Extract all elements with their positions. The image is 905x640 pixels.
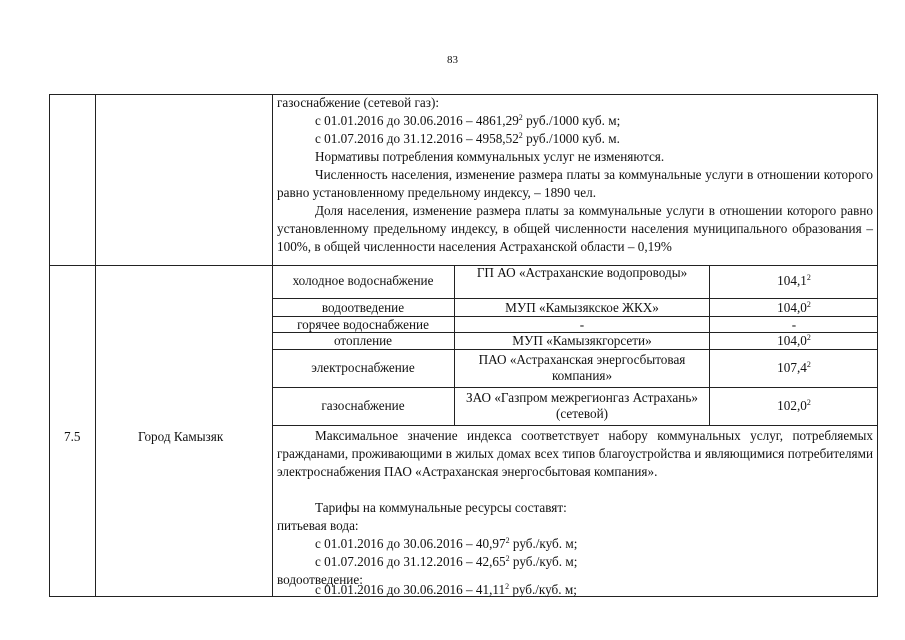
water-tariff-line-1: с 01.01.2016 до 30.06.2016 – 40,97$^2$ руб./куб. м; [315,536,578,551]
service-provider: - [579,317,585,332]
sewer-tariff-line-1: с 01.01.2016 до 30.06.2016 – 41,11$^2$ руб./куб. м; [315,582,577,597]
municipality-name: Город Камызяк [138,429,224,444]
service-index: 104,0$^2$ [777,300,811,315]
service-provider: ПАО «Астраханская энергосбытовая компания» [478,352,686,383]
svc-row-line [272,425,878,426]
norms-text: Нормативы потребления коммунальных услуг не изменяются. [315,149,665,164]
document-table [49,94,878,597]
sewer-heading: водоотведение: [277,572,363,587]
page-number: 83 [447,54,458,66]
service-index: 104,0$^2$ [777,333,811,348]
share-paragraph: Доля населения, изменение размера платы за коммунальные услуги в отношении которого равно установленному предельному индексу, в общей численности населения муниципального образования – 100%, в общей численности населения Астраханской области – 0,19% [277,203,873,254]
row-number: 7.5 [64,429,81,444]
gas-tariff-line-2: с 01.07.2016 до 31.12.2016 – 4958,52$^2$ руб./1000 куб. м. [315,131,620,146]
service-index: - [791,317,797,332]
service-name: водоотведение [321,300,405,315]
service-index: 107,4$^2$ [777,360,811,375]
service-name: электроснабжение [311,360,415,375]
svc-row-line [272,387,878,388]
gas-heading: газоснабжение (сетевой газ): [277,95,440,110]
service-index: 102,0$^2$ [777,398,811,413]
service-name: холодное водоснабжение [292,273,434,288]
svc-row-line [272,298,878,299]
service-provider: МУП «Камызякское ЖКХ» [505,300,659,315]
service-provider: ГП АО «Астраханские водопроводы» [476,265,688,280]
water-tariff-line-2: с 01.07.2016 до 31.12.2016 – 42,65$^2$ руб./куб. м; [315,554,578,569]
service-name: газоснабжение [321,398,405,413]
drinking-water-heading: питьевая вода: [277,518,359,533]
max-index-paragraph: Максимальное значение индекса соответствует набору коммунальных услуг, потребляемых гражданами, проживающими в жилых домах всех типов благоустройства и являющимися потребителями электроснабжения ПАО «Астраханская энергосбытовая компания». [277,428,873,479]
service-provider: ЗАО «Газпром межрегионгаз Астрахань» (сетевой) [466,390,698,421]
service-provider: МУП «Камызякгорсети» [512,333,652,348]
svc-divider-1 [454,265,455,426]
gas-tariff-line-1: с 01.01.2016 до 30.06.2016 – 4861,29$^2$ руб./1000 куб. м; [315,113,621,128]
service-name: отопление [333,333,393,348]
service-index: 104,1$^2$ [777,273,811,288]
service-name: горячее водоснабжение [297,317,429,332]
tariffs-intro: Тарифы на коммунальные ресурсы составят: [315,500,567,515]
svc-row-line [272,349,878,350]
services-table [272,265,878,426]
population-paragraph: Численность населения, изменение размера платы за коммунальные услуги в отношении которого равно установленному предельному индексу, – 1890 чел. [277,167,873,200]
col-divider-1 [95,95,96,596]
